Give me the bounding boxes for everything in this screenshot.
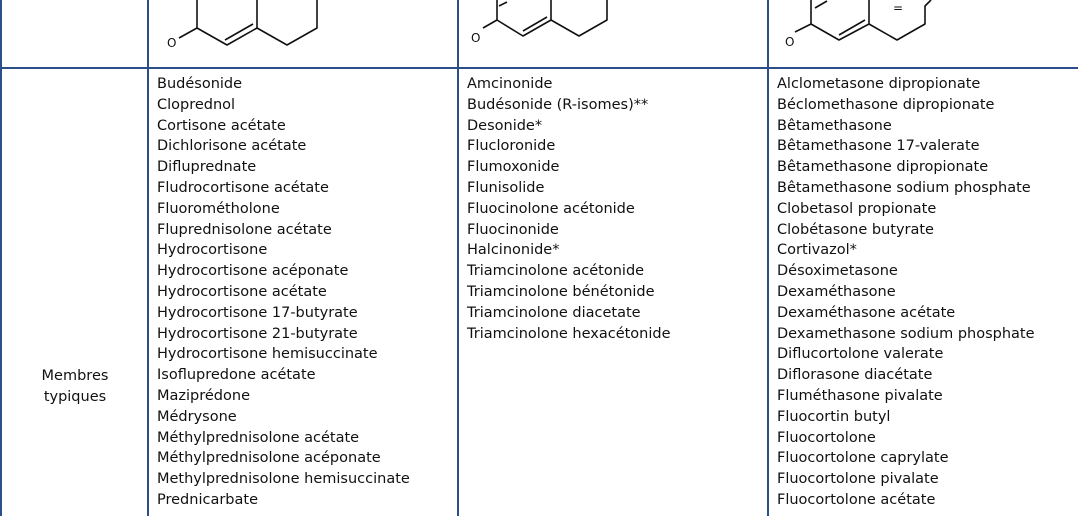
list-item: Cortisone acétate xyxy=(157,117,286,134)
list-item: Triamcinolone bénétonide xyxy=(467,283,655,300)
list-item: Clobetasol propionate xyxy=(777,200,937,217)
list-item: Alclometasone dipropionate xyxy=(777,76,981,92)
list-item: Fluocortolone xyxy=(777,429,876,446)
structure-2-oxygen-label: O xyxy=(471,31,481,45)
list-item: Amcinonide xyxy=(467,76,553,92)
list-item: Fluprednisolone acétate xyxy=(157,221,332,238)
list-item: Béclomethasone dipropionate xyxy=(777,96,995,113)
list-item: Prednicarbate xyxy=(157,491,258,508)
list-item: Fluocinolone acétonide xyxy=(467,200,635,217)
compound-list-column-2 xyxy=(467,74,671,344)
list-item: Médrysone xyxy=(157,408,237,425)
list-item: Dexaméthasone xyxy=(777,283,896,300)
column-divider-2 xyxy=(457,0,459,516)
structure-3-oxygen-label: O xyxy=(785,35,795,49)
list-item: Fluocortin butyl xyxy=(777,408,891,425)
list-item: Méthylprednisolone acétate xyxy=(157,429,360,446)
compound-list-column-3 xyxy=(777,74,1035,511)
list-item: Difluprednate xyxy=(157,159,257,176)
list-item: Dexamethasone sodium phosphate xyxy=(777,325,1035,342)
list-item: Bêtamethasone xyxy=(777,117,892,134)
list-item: Fluorométholone xyxy=(157,200,280,217)
steroid-structure-drawing-3 xyxy=(769,0,1078,66)
list-item: Fluméthasone pivalate xyxy=(777,387,943,404)
list-item: Triamcinolone hexacétonide xyxy=(467,325,671,342)
list-item: Cortivazol* xyxy=(777,242,857,259)
list-item: Fluocortolone acétate xyxy=(777,491,936,508)
list-item: Hydrocortisone acétate xyxy=(157,283,327,300)
list-item: Cloprednol xyxy=(157,96,236,113)
structure-cell-3 xyxy=(769,0,1078,66)
list-item: Maziprédone xyxy=(157,387,250,404)
structure-cell-1 xyxy=(149,0,457,66)
list-item: Fluocortolone pivalate xyxy=(777,471,939,488)
list-item: Désoximetasone xyxy=(777,263,898,280)
compound-list-column-1 xyxy=(157,74,410,511)
list-item: Bêtamethasone sodium phosphate xyxy=(777,179,1031,196)
list-item: Dichlorisone acétate xyxy=(157,138,307,155)
list-item: Diflorasone diacétate xyxy=(777,367,933,384)
row-label-typical-members xyxy=(2,366,148,408)
list-item: Triamcinolone diacetate xyxy=(467,304,641,321)
structure-3-bond-mark: = xyxy=(893,1,904,15)
list-item: Méthylprednisolone acéponate xyxy=(157,450,381,467)
list-item: Clobétasone butyrate xyxy=(777,221,934,238)
row-label-line-2: typiques xyxy=(43,389,107,405)
list-item: Budésonide (R-isomes)** xyxy=(467,96,649,113)
list-item: Bêtamethasone dipropionate xyxy=(777,159,989,176)
list-item: Bêtamethasone 17-valerate xyxy=(777,138,980,155)
list-item: Diflucortolone valerate xyxy=(777,346,944,363)
list-item: Hydrocortisone acéponate xyxy=(157,263,349,280)
list-item: Desonide* xyxy=(467,117,543,134)
row-label-line-1: Membres xyxy=(41,368,109,384)
table-border-left xyxy=(0,0,2,516)
list-item: Halcinonide* xyxy=(467,242,560,259)
header-row-divider xyxy=(0,67,1078,69)
column-divider-3 xyxy=(767,0,769,516)
list-item: Dexaméthasone acétate xyxy=(777,304,956,321)
column-divider-1 xyxy=(147,0,149,516)
steroid-structure-drawing-1 xyxy=(149,0,457,66)
list-item: Fluocinonide xyxy=(467,221,559,238)
list-item: Triamcinolone acétonide xyxy=(467,263,645,280)
list-item: Hydrocortisone hemisuccinate xyxy=(157,346,378,363)
list-item: Fluocortolone caprylate xyxy=(777,450,949,467)
list-item: Hydrocortisone 17-butyrate xyxy=(157,304,358,321)
list-item: Hydrocortisone 21-butyrate xyxy=(157,325,358,342)
list-item: Flunisolide xyxy=(467,179,545,196)
list-item: Fludrocortisone acétate xyxy=(157,179,329,196)
list-item: Flucloronide xyxy=(467,138,556,155)
structure-1-oxygen-label: O xyxy=(167,36,177,50)
structure-cell-2 xyxy=(459,0,767,66)
list-item: Flumoxonide xyxy=(467,159,560,176)
list-item: Hydrocortisone xyxy=(157,242,268,259)
steroid-structure-drawing-2 xyxy=(459,0,767,66)
list-item: Budésonide xyxy=(157,76,243,92)
list-item: Isoflupredone acétate xyxy=(157,367,316,384)
list-item: Methylprednisolone hemisuccinate xyxy=(157,471,410,488)
